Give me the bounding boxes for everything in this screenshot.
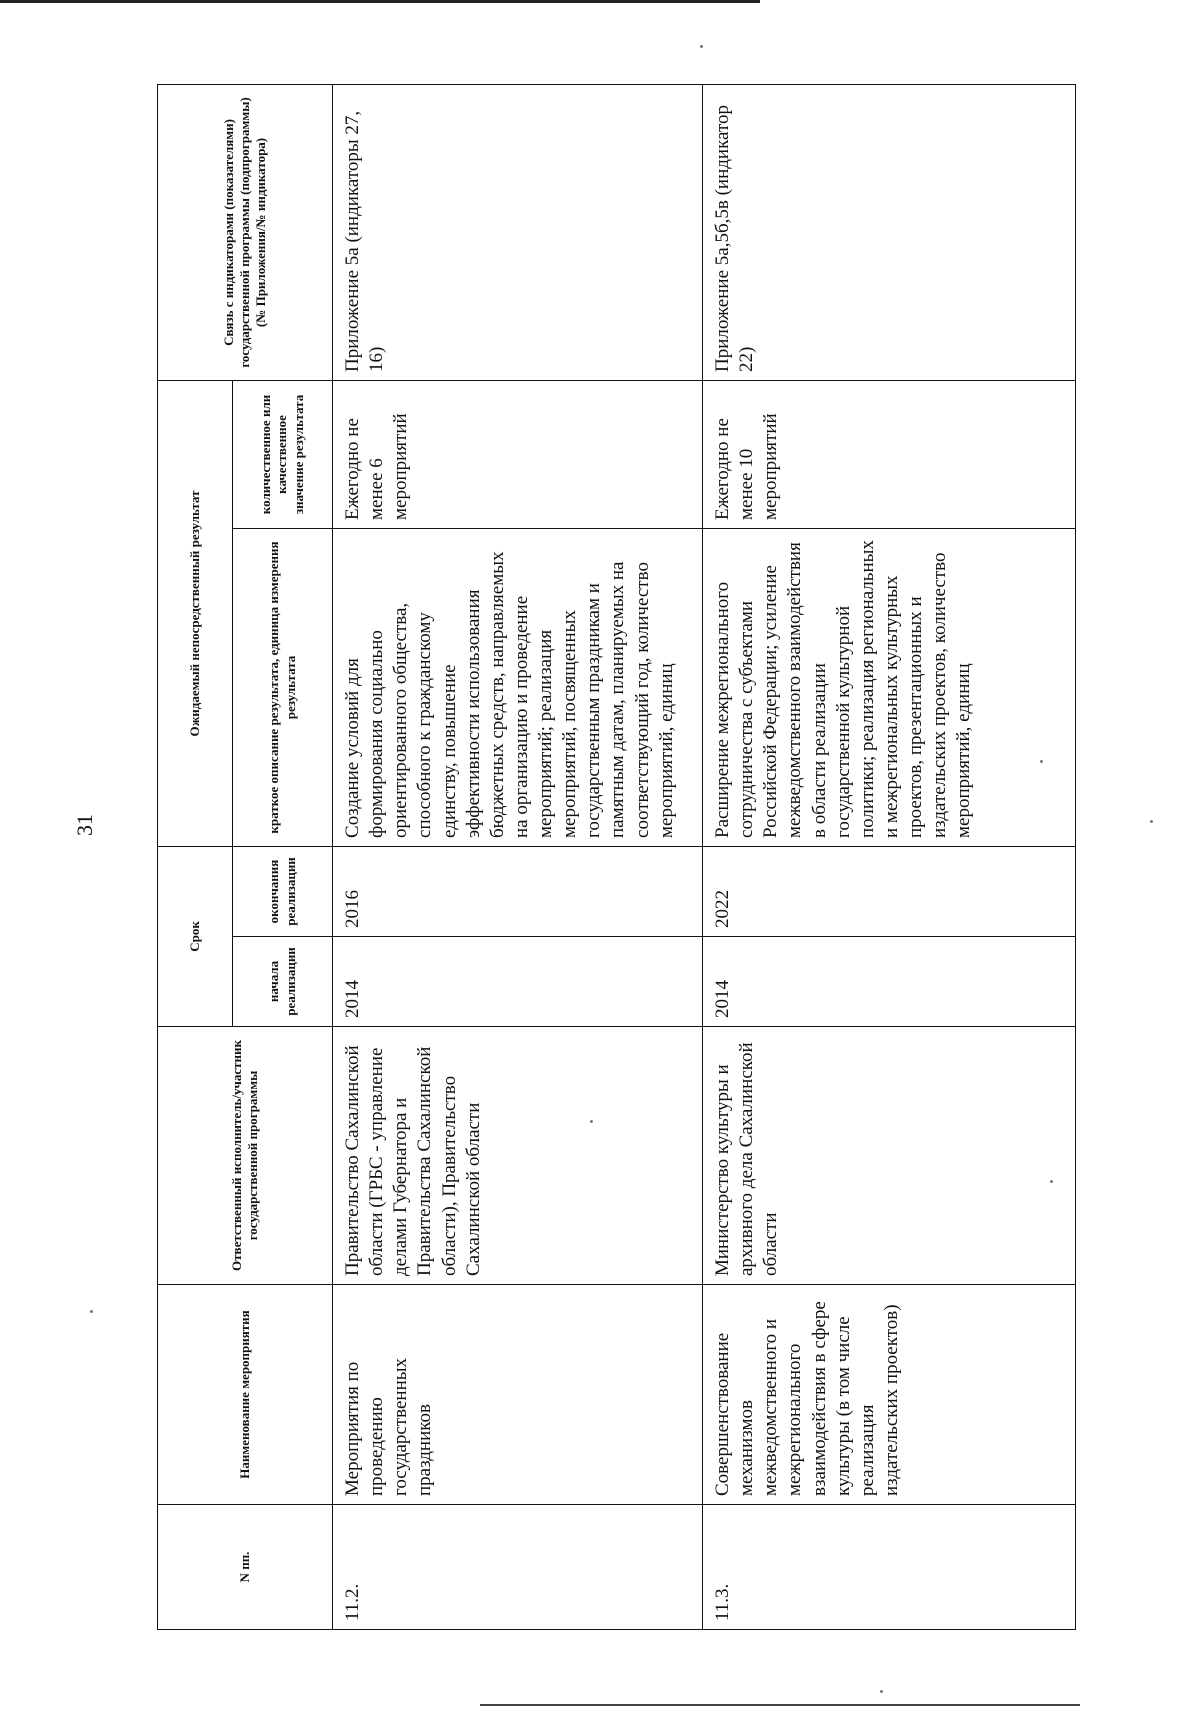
scan-speck bbox=[1040, 760, 1043, 763]
header-link: Связь с индикаторами (показателями) государственной программы (подпрограммы) (№ Приложения/№ индикатора) bbox=[158, 84, 333, 380]
cell-end: 2022 bbox=[703, 846, 1076, 936]
scan-speck bbox=[590, 1120, 593, 1123]
header-term-start: начала реализации bbox=[233, 937, 333, 1027]
scan-speck bbox=[880, 1690, 883, 1693]
cell-name: Мероприятия по проведению государственных праздников bbox=[333, 1285, 703, 1505]
cell-value: Ежегодно не менее 10 мероприятий bbox=[703, 380, 1076, 528]
header-row-1 bbox=[158, 84, 233, 1629]
table-row bbox=[333, 84, 703, 1629]
cell-start: 2014 bbox=[333, 937, 703, 1027]
header-name: Наименование мероприятия bbox=[158, 1285, 333, 1505]
scan-edge-top bbox=[0, 0, 760, 3]
scan-speck bbox=[1050, 1180, 1053, 1183]
cell-responsible: Министерство культуры и архивного дела Сахалинской области bbox=[703, 1027, 1076, 1285]
cell-start: 2014 bbox=[703, 937, 1076, 1027]
rotated-table-container bbox=[157, 85, 1075, 1630]
header-num: N пп. bbox=[158, 1505, 333, 1630]
scan-edge-bottom bbox=[480, 1704, 1080, 1706]
cell-link: Приложение 5а,5б,5в (индикатор 22) bbox=[703, 84, 1076, 380]
scan-speck bbox=[1150, 820, 1153, 823]
cell-value: Ежегодно не менее 6 мероприятий bbox=[333, 380, 703, 528]
cell-link: Приложение 5а (индикаторы 27, 16) bbox=[333, 84, 703, 380]
table-row bbox=[703, 84, 1076, 1629]
cell-name: Совершенствование механизмов межведомственного и межрегионального взаимодействия в сфере культуры (в том числе реализация издательских проектов) bbox=[703, 1285, 1076, 1505]
cell-desc: Создание условий для формирования социально ориентированного общества, способного к гражданскому единству, повышение эффективности использования бюджетных средств, направляемых на организацию и проведение мероприятий; реализация мероприятий, посвященных государственным праздникам и памятным датам, планируемых на соответствующий год, количество мероприятий, единиц bbox=[333, 528, 703, 846]
scan-speck bbox=[700, 45, 703, 48]
cell-num: 11.2. bbox=[333, 1505, 703, 1630]
header-expected-desc: краткое описание результата, единица измерения результата bbox=[233, 528, 333, 846]
page-number: 31 bbox=[72, 814, 97, 836]
cell-num: 11.3. bbox=[703, 1505, 1076, 1630]
header-term-end: окончания реализации bbox=[233, 846, 333, 936]
cell-end: 2016 bbox=[333, 846, 703, 936]
cell-desc: Расширение межрегионального сотрудничества с субъектами Российской Федерации; усиление межведомственного взаимодействия в области реализации государственной культурной политики; реализация региональных и межрегиональных культурных проектов, презентационных и издательских проектов, количество мероприятий, единиц bbox=[703, 528, 1076, 846]
header-expected-value: количественное или качественное значение результата bbox=[233, 380, 333, 528]
header-responsible: Ответственный исполнитель/участник государственной программы bbox=[158, 1027, 333, 1285]
activities-table bbox=[157, 84, 1076, 1630]
header-expected: Ожидаемый непосредственный результат bbox=[158, 380, 233, 846]
scan-speck bbox=[90, 1310, 93, 1313]
header-term: Срок bbox=[158, 846, 233, 1026]
cell-responsible: Правительство Сахалинской области (ГРБС - управление делами Губернатора и Правительства Сахалинской области), Правительство Сахалинской области bbox=[333, 1027, 703, 1285]
